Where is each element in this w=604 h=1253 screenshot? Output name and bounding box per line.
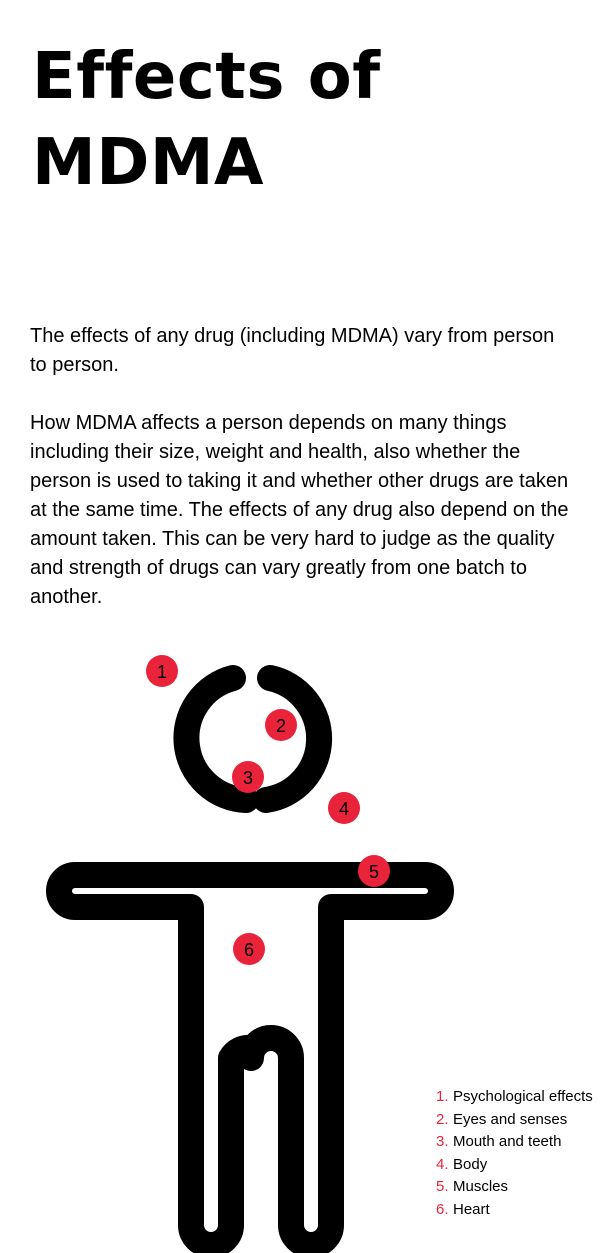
legend-item [436,1154,596,1177]
legend [436,1086,596,1221]
intro-text [30,322,575,612]
legend-label: Body [453,1155,488,1173]
marker-3 [232,761,264,793]
legend-item [436,1109,596,1132]
legend-number: 6. [436,1200,449,1218]
legend-number: 4. [436,1155,449,1173]
marker-4-label: 4 [338,799,350,819]
marker-1-label: 1 [156,662,168,682]
legend-label: Muscles [453,1178,509,1195]
marker-1 [146,655,178,687]
legend-item [436,1131,596,1154]
page-title [32,34,381,206]
legend-label: Heart [453,1200,490,1218]
legend-item [436,1086,596,1109]
marker-5-label: 5 [368,862,380,882]
legend-label: Psychological effects [453,1088,593,1105]
marker-6-label: 6 [243,940,255,960]
marker-2 [265,709,297,741]
marker-2-label: 2 [275,716,287,736]
legend-item [436,1199,596,1222]
legend-number: 3. [436,1133,449,1150]
marker-6 [233,933,265,965]
marker-5 [358,855,390,887]
title-line-1: Effects of [32,40,381,114]
marker-4 [328,792,360,824]
intro-paragraph-2: How MDMA affects a person depends on many things including their size, weight and health, also whether the person is used to taking it and whether other drugs are taken at the same time. The effects of any drug also depend on the amount taken. This can be very hard to judge as the quality and strength of drugs can vary greatly from one batch to another. [30,412,569,608]
intro-paragraph-1: The effects of any drug (including MDMA) vary from person to person. [30,325,555,376]
legend-item [436,1176,596,1199]
legend-number: 5. [436,1178,449,1195]
legend-number: 1. [436,1088,449,1105]
title-line-2: MDMA [32,126,265,200]
legend-label: Eyes and senses [453,1110,568,1128]
legend-label: Mouth and teeth [453,1133,562,1150]
legend-number: 2. [436,1110,449,1128]
marker-3-label: 3 [242,768,254,788]
body-outline [59,875,441,1245]
